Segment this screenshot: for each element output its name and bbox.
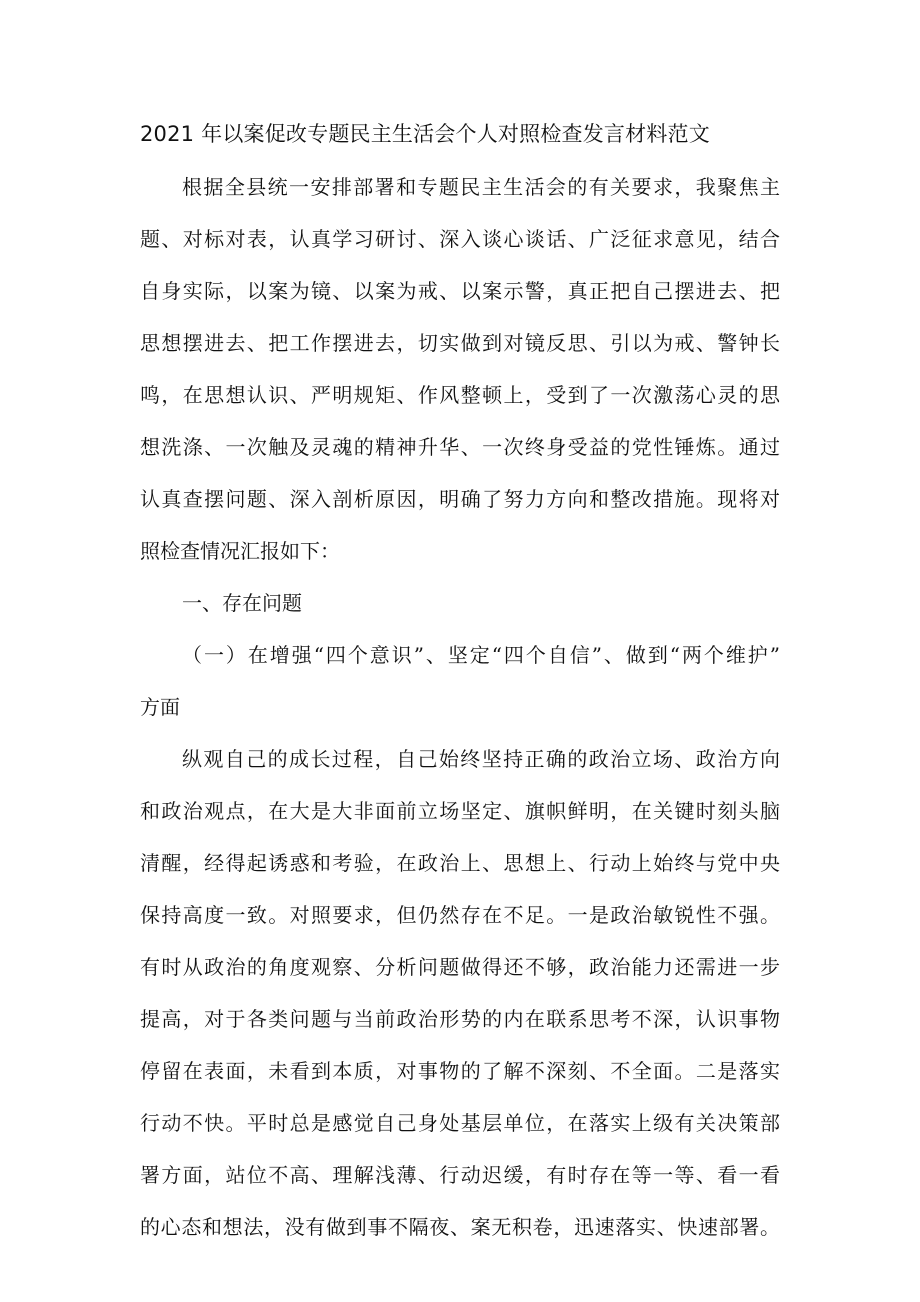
subsection-heading-line-2: 方面 xyxy=(140,695,180,719)
intro-line-3: 自身实际，以案为镜、以案为戒、以案示警，真正把自己摆进去、把 xyxy=(140,279,780,303)
body-line-7: 停留在表面，未看到本质，对事物的了解不深刻、不全面。二是落实 xyxy=(140,1059,780,1083)
body-line-6: 提高，对于各类问题与当前政治形势的内在联系思考不深，认识事物 xyxy=(140,1007,780,1031)
intro-line-8: 照检查情况汇报如下： xyxy=(140,539,340,563)
body-line-5: 有时从政治的角度观察、分析问题做得还不够，政治能力还需进一步 xyxy=(140,955,780,979)
body-line-3: 清醒，经得起诱惑和考验，在政治上、思想上、行动上始终与党中央 xyxy=(140,851,780,875)
intro-line-1: 根据全县统一安排部署和专题民主生活会的有关要求，我聚焦主 xyxy=(182,175,780,199)
section-heading: 一、存在问题 xyxy=(182,591,302,615)
document-title: 2021 年以案促改专题民主生活会个人对照检查发言材料范文 xyxy=(140,122,710,146)
intro-line-6: 想洗涤、一次触及灵魂的精神升华、一次终身受益的党性锤炼。通过 xyxy=(140,435,780,459)
intro-line-5: 鸣，在思想认识、严明规矩、作风整顿上，受到了一次激荡心灵的思 xyxy=(140,383,780,407)
body-line-1: 纵观自己的成长过程，自己始终坚持正确的政治立场、政治方向 xyxy=(182,747,780,771)
body-line-10: 的心态和想法，没有做到事不隔夜、案无积卷，迅速落实、快速部署。 xyxy=(140,1215,780,1239)
body-line-4: 保持高度一致。对照要求，但仍然存在不足。一是政治敏锐性不强。 xyxy=(140,903,780,927)
intro-line-2: 题、对标对表，认真学习研讨、深入谈心谈话、广泛征求意见，结合 xyxy=(140,227,780,251)
subsection-heading-line-1: （一）在增强“四个意识”、坚定“四个自信”、做到“两个维护” xyxy=(182,643,780,667)
intro-line-7: 认真查摆问题、深入剖析原因，明确了努力方向和整改措施。现将对 xyxy=(140,487,780,511)
body-line-2: 和政治观点，在大是大非面前立场坚定、旗帜鲜明，在关键时刻头脑 xyxy=(140,799,780,823)
body-line-8: 行动不快。平时总是感觉自己身处基层单位，在落实上级有关决策部 xyxy=(140,1111,780,1135)
body-line-9: 署方面，站位不高、理解浅薄、行动迟缓，有时存在等一等、看一看 xyxy=(140,1163,780,1187)
intro-line-4: 思想摆进去、把工作摆进去，切实做到对镜反思、引以为戒、警钟长 xyxy=(140,331,780,355)
